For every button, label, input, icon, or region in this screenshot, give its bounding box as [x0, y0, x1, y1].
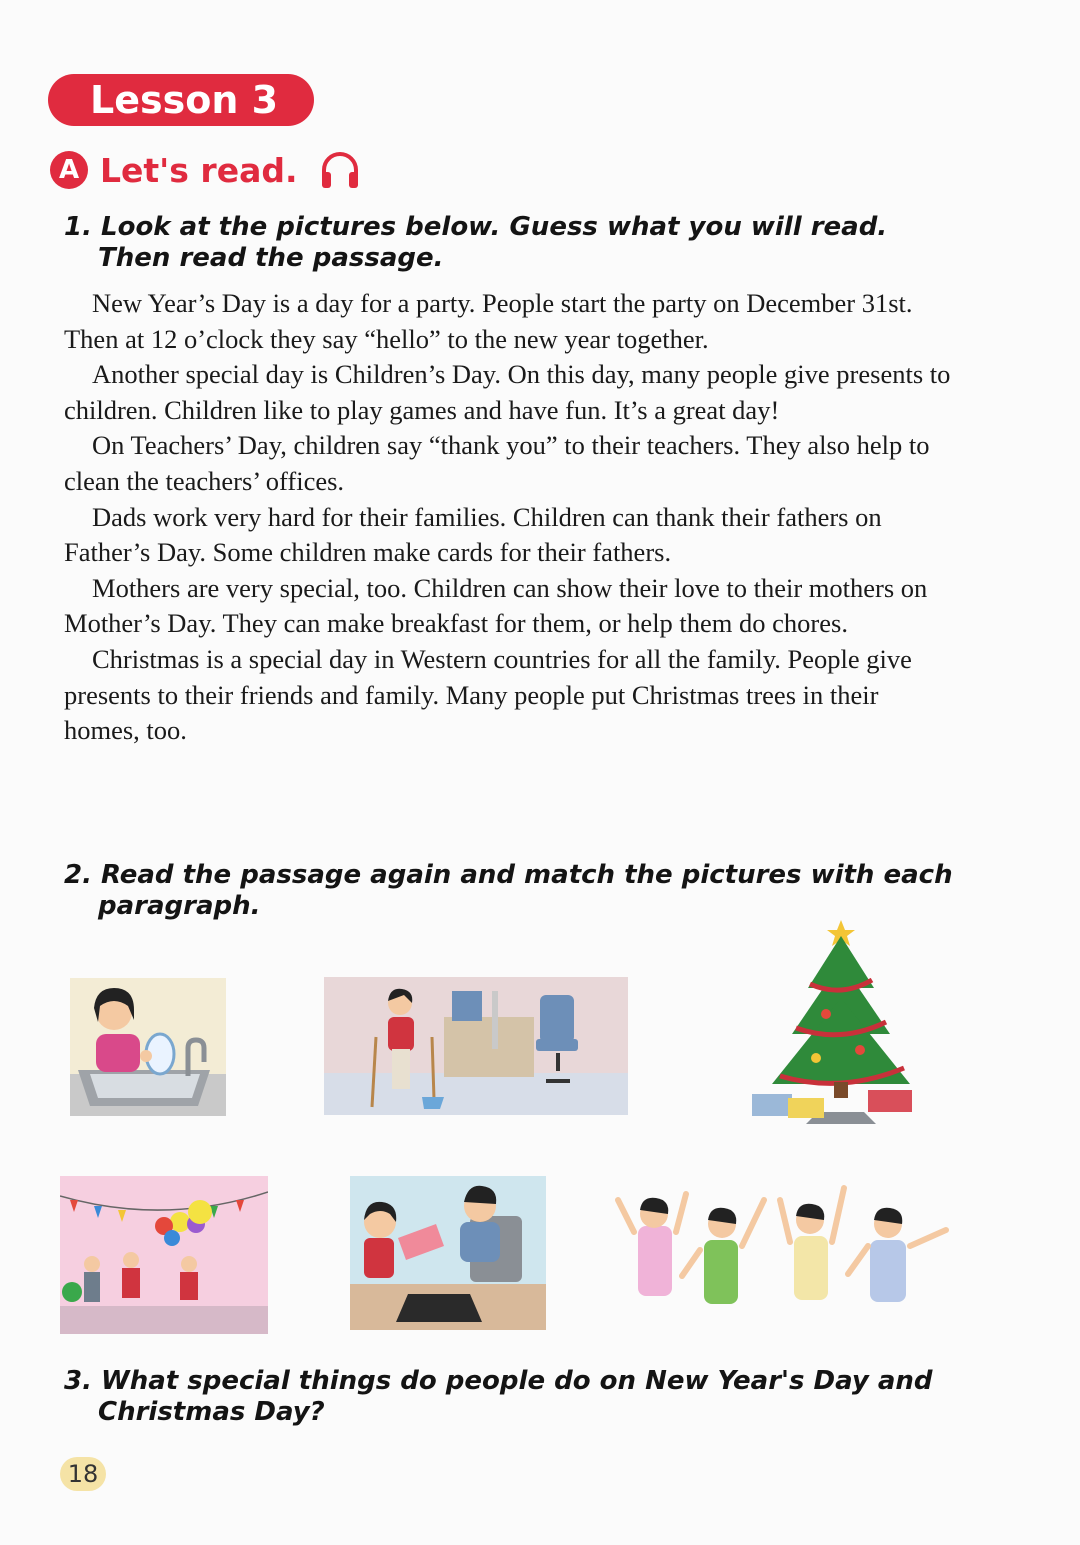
picture-fathers-day-card: [350, 1176, 546, 1330]
picture-cleaning-office: [324, 977, 628, 1115]
reading-passage: [64, 286, 954, 749]
lesson-title: Lesson 3: [48, 74, 314, 126]
section-title: Let's read.: [100, 150, 298, 190]
picture-christmas-tree: [748, 918, 934, 1128]
question-1: 1. Look at the pictures below. Guess what you will read. Then read the passage.: [64, 212, 888, 273]
section-header: [50, 148, 362, 192]
picture-new-year-party: [60, 1176, 268, 1334]
question-2: 2. Read the passage again and match the pictures with each paragraph.: [64, 860, 953, 921]
paragraph-christmas: Christmas is a special day in Western countries for all the family. People give presents to their friends and family. Many people put Christmas trees in their homes, too.: [64, 643, 912, 746]
paragraph-childrens-day: Another special day is Children’s Day. On this day, many people give presents to children. Children like to play games and have fun. It’s a great day!: [64, 359, 951, 425]
headphones-icon[interactable]: [318, 148, 362, 192]
section-letter: A: [50, 151, 88, 189]
page-number: 18: [60, 1457, 106, 1491]
paragraph-teachers-day: On Teachers’ Day, children say “thank you” to their teachers. They also help to clean the teachers’ offices.: [64, 430, 930, 496]
question-3: 3. What special things do people do on New Year's Day and Christmas Day?: [64, 1366, 933, 1427]
paragraph-mothers-day: Mothers are very special, too. Children can show their love to their mothers on Mother’s Day. They can make breakfast for them, or help them do chores.: [64, 572, 928, 639]
picture-childrens-day: [612, 1180, 958, 1328]
paragraph-new-years-day: New Year’s Day is a day for a party. People start the party on December 31st. Then at 12 o’clock they say “hello” to the new year together.: [64, 288, 913, 354]
picture-washing-dishes: [70, 978, 226, 1116]
paragraph-fathers-day: Dads work very hard for their families. Children can thank their fathers on Father’s Day. Some children make cards for their fathers.: [64, 501, 882, 568]
